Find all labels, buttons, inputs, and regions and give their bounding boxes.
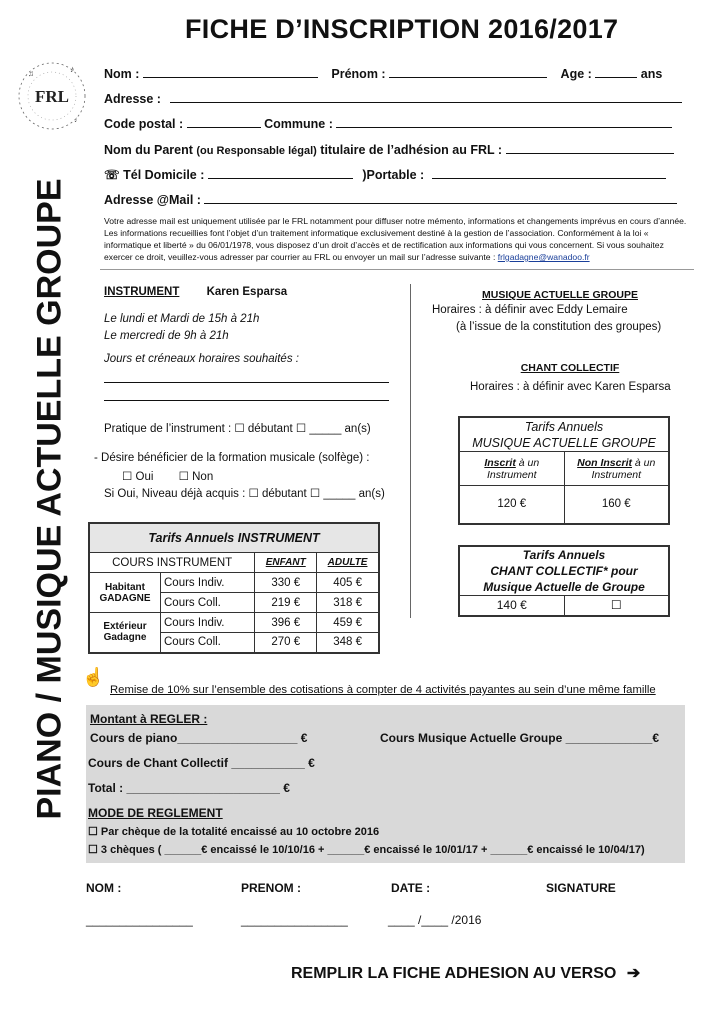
name-row [104, 66, 662, 81]
tarifs-chant-title-2: CHANT COLLECTIF* pour [490, 564, 638, 578]
chant-horaires: Horaires : à définir avec Karen Esparsa [470, 381, 671, 393]
privacy-notice [104, 215, 692, 263]
adresse-field[interactable] [170, 91, 682, 103]
sig-signature-label: SIGNATURE [546, 881, 616, 895]
table-cell: Cours Indiv. [161, 613, 255, 633]
enfant-header: ENFANT [255, 553, 317, 573]
table-cell: Cours Indiv. [161, 573, 255, 593]
mode-heading: MODE DE REGLEMENT [88, 806, 223, 820]
email-label: Adresse @Mail : [104, 193, 201, 207]
svg-text:♩: ♩ [74, 115, 82, 124]
instrument-heading-row [104, 286, 287, 298]
tarifs-groupe-title-2: MUSIQUE ACTUELLE GROUPE [472, 436, 656, 450]
phone-icon: ☏ [104, 168, 120, 182]
inscrit-sub: à un Instrument [486, 456, 540, 481]
solfege-non-checkbox[interactable]: ☐ Non [178, 471, 214, 483]
tarifs-groupe-title-1: Tarifs Annuels [524, 420, 604, 434]
groupe-note: (à l’issue de la constitution des groupes) [456, 321, 662, 333]
footer-text: REMPLIR LA FICHE ADHESION AU VERSO [291, 965, 617, 982]
table-cell: 219 € [255, 593, 317, 613]
divider [100, 269, 694, 270]
nom-field[interactable] [143, 66, 318, 78]
inscrit-price: 120 € [459, 486, 564, 524]
parent-label: Nom du Parent [104, 143, 193, 157]
privacy-text: Votre adresse mail est uniquement utilisée par le FRL notamment pour diffuser notre mémento, informations et changements imprévus en cours d’année. Les informations recueillies font l’objet d’un traitement informatique exclusivement destiné à la gestion de l’association. Conformément à la loi « informatique et liberté » du 06/01/1978, vous disposez d’un droit d’accès et de rectification aux informations qui vous concernent. Si vous souhaitez exercer ce droit, veuillez-vous adresser par courrier au FRL ou envoyer un mail sur l’adresse suivante : [104, 216, 687, 262]
parent-row [104, 142, 674, 157]
nom-label: Nom : [104, 67, 140, 81]
sig-prenom-label: PRENOM : [241, 881, 301, 895]
chant-amount[interactable]: Cours de Chant Collectif ___________ € [88, 756, 315, 770]
age-field[interactable] [595, 66, 637, 78]
commune-label: Commune : [264, 117, 333, 131]
portable-label: Portable : [366, 168, 425, 182]
prenom-label: Prénom : [331, 67, 386, 81]
solfege-options [122, 469, 213, 483]
solfege-question: - Désire bénéficier de la formation musicale (solfège) : [94, 452, 370, 464]
non-inscrit-label: Non Inscrit [577, 456, 632, 469]
chant-heading: CHANT COLLECTIF [520, 362, 620, 374]
cheque-total-option[interactable]: ☐ Par chèque de la totalité encaissé au 10 octobre 2016 [88, 826, 380, 838]
adresse-label: Adresse : [104, 92, 161, 106]
table-cell: 318 € [317, 593, 379, 613]
total-amount[interactable]: Total : _______________________ € [88, 781, 290, 795]
non-inscrit-header [564, 452, 669, 486]
table-cell: Cours Coll. [161, 633, 255, 653]
sig-prenom-field[interactable]: ________________ [241, 913, 348, 927]
non-inscrit-sub: à un Instrument [591, 456, 656, 481]
parent-note: (ou Responsable légal) [196, 145, 317, 157]
remise-text: Remise de 10% sur l’ensemble des cotisations à compter de 4 activités payantes au sein d’une même famille [110, 684, 656, 696]
svg-text:♫: ♫ [28, 69, 34, 78]
inscrit-label: Inscrit [484, 456, 516, 469]
table-cell: 330 € [255, 573, 317, 593]
portable-field[interactable] [432, 167, 666, 179]
piano-amount[interactable]: Cours de piano__________________ € [90, 731, 308, 745]
tarifs-chant-table [458, 545, 670, 617]
wish-label: Jours et créneaux horaires souhaités : [104, 353, 299, 365]
cours-header: COURS INSTRUMENT [89, 553, 255, 573]
instrument-heading: INSTRUMENT [104, 286, 180, 298]
privacy-email-link[interactable]: frlgadagne@wanadoo.fr [497, 252, 590, 262]
sig-date-field[interactable]: ____ /____ /2016 [388, 913, 482, 927]
tarifs-groupe-table [458, 416, 670, 525]
groupe-amount[interactable]: Cours Musique Actuelle Groupe _____________€ [380, 731, 660, 745]
inscrit-header [459, 452, 564, 486]
practice-option[interactable]: Pratique de l’instrument : ☐ débutant ☐ _____ an(s) [104, 423, 371, 435]
wish-line-2[interactable] [104, 400, 389, 401]
groupe-heading: MUSIQUE ACTUELLE GROUPE [482, 289, 638, 301]
solfege-oui-checkbox[interactable]: ☐ Oui [122, 471, 154, 483]
regler-heading: Montant à REGLER : [90, 712, 208, 726]
parent-field[interactable] [506, 142, 674, 154]
tel-field[interactable] [208, 167, 353, 179]
cheque-three-option[interactable]: ☐ 3 chèques ( ______€ encaissé le 10/10/16 + ______€ encaissé le 10/01/17 + ______€ encaissé le 10/04/17) [88, 844, 645, 856]
groupe-horaires: Horaires : à définir avec Eddy Lemaire [432, 304, 628, 316]
habitant-label: Habitant GADAGNE [89, 573, 161, 613]
tel-label: Tél Domicile : [123, 168, 205, 182]
table-cell: 396 € [255, 613, 317, 633]
tarifs-chant-title-3: Musique Actuelle de Groupe [483, 580, 645, 594]
schedule-1: Le lundi et Mardi de 15h à 21h [104, 313, 260, 325]
phone-row [104, 167, 666, 182]
exterieur-label: Extérieur Gadagne [89, 613, 161, 653]
age-label: Age : [560, 67, 592, 81]
postal-row [104, 116, 672, 131]
code-postal-label: Code postal : [104, 117, 184, 131]
instrument-teacher: Karen Esparsa [206, 286, 288, 298]
table-cell: Cours Coll. [161, 593, 255, 613]
tarifs-chant-title-1: Tarifs Annuels [522, 548, 606, 562]
arrow-right-icon: ➔ [626, 965, 641, 982]
page-title: FICHE D’INSCRIPTION 2016/2017 [185, 14, 619, 44]
svg-text:FRL: FRL [35, 87, 69, 106]
adulte-header: ADULTE [317, 553, 379, 573]
frl-logo [12, 52, 92, 140]
thumbs-up-icon: ☝ [82, 667, 105, 687]
side-title: PIANO / MUSIQUE ACTUELLE GROUPE [30, 178, 69, 820]
email-row [104, 192, 677, 207]
prenom-field[interactable] [389, 66, 547, 78]
parent-label-2: titulaire de l’adhésion au FRL : [320, 143, 503, 157]
commune-field[interactable] [336, 116, 672, 128]
code-postal-field[interactable] [187, 116, 261, 128]
non-inscrit-price: 160 € [564, 486, 669, 524]
table-cell: 270 € [255, 633, 317, 653]
address-row [104, 91, 682, 106]
column-divider [410, 284, 411, 618]
svg-text:♪: ♪ [70, 64, 75, 74]
sig-date-label: DATE : [391, 881, 431, 895]
wish-line-1[interactable] [104, 382, 389, 383]
chant-price: 140 € [459, 596, 564, 616]
schedule-2: Le mercredi de 9h à 21h [104, 330, 229, 342]
table-cell: 459 € [317, 613, 379, 633]
footer-row [291, 963, 640, 983]
sig-nom-label: NOM : [86, 881, 122, 895]
sig-nom-field[interactable]: ________________ [86, 913, 193, 927]
mobile-icon: ) [362, 168, 367, 182]
table-cell: 348 € [317, 633, 379, 653]
email-field[interactable] [204, 192, 677, 204]
table-cell: 405 € [317, 573, 379, 593]
chant-checkbox[interactable]: ☐ [564, 596, 669, 616]
tarifs-instrument-table [88, 522, 380, 654]
ans-label: ans [640, 67, 663, 81]
level-option[interactable]: Si Oui, Niveau déjà acquis : ☐ débutant ☐ _____ an(s) [104, 488, 385, 500]
tarifs-instrument-title: Tarifs Annuels INSTRUMENT [89, 523, 379, 553]
